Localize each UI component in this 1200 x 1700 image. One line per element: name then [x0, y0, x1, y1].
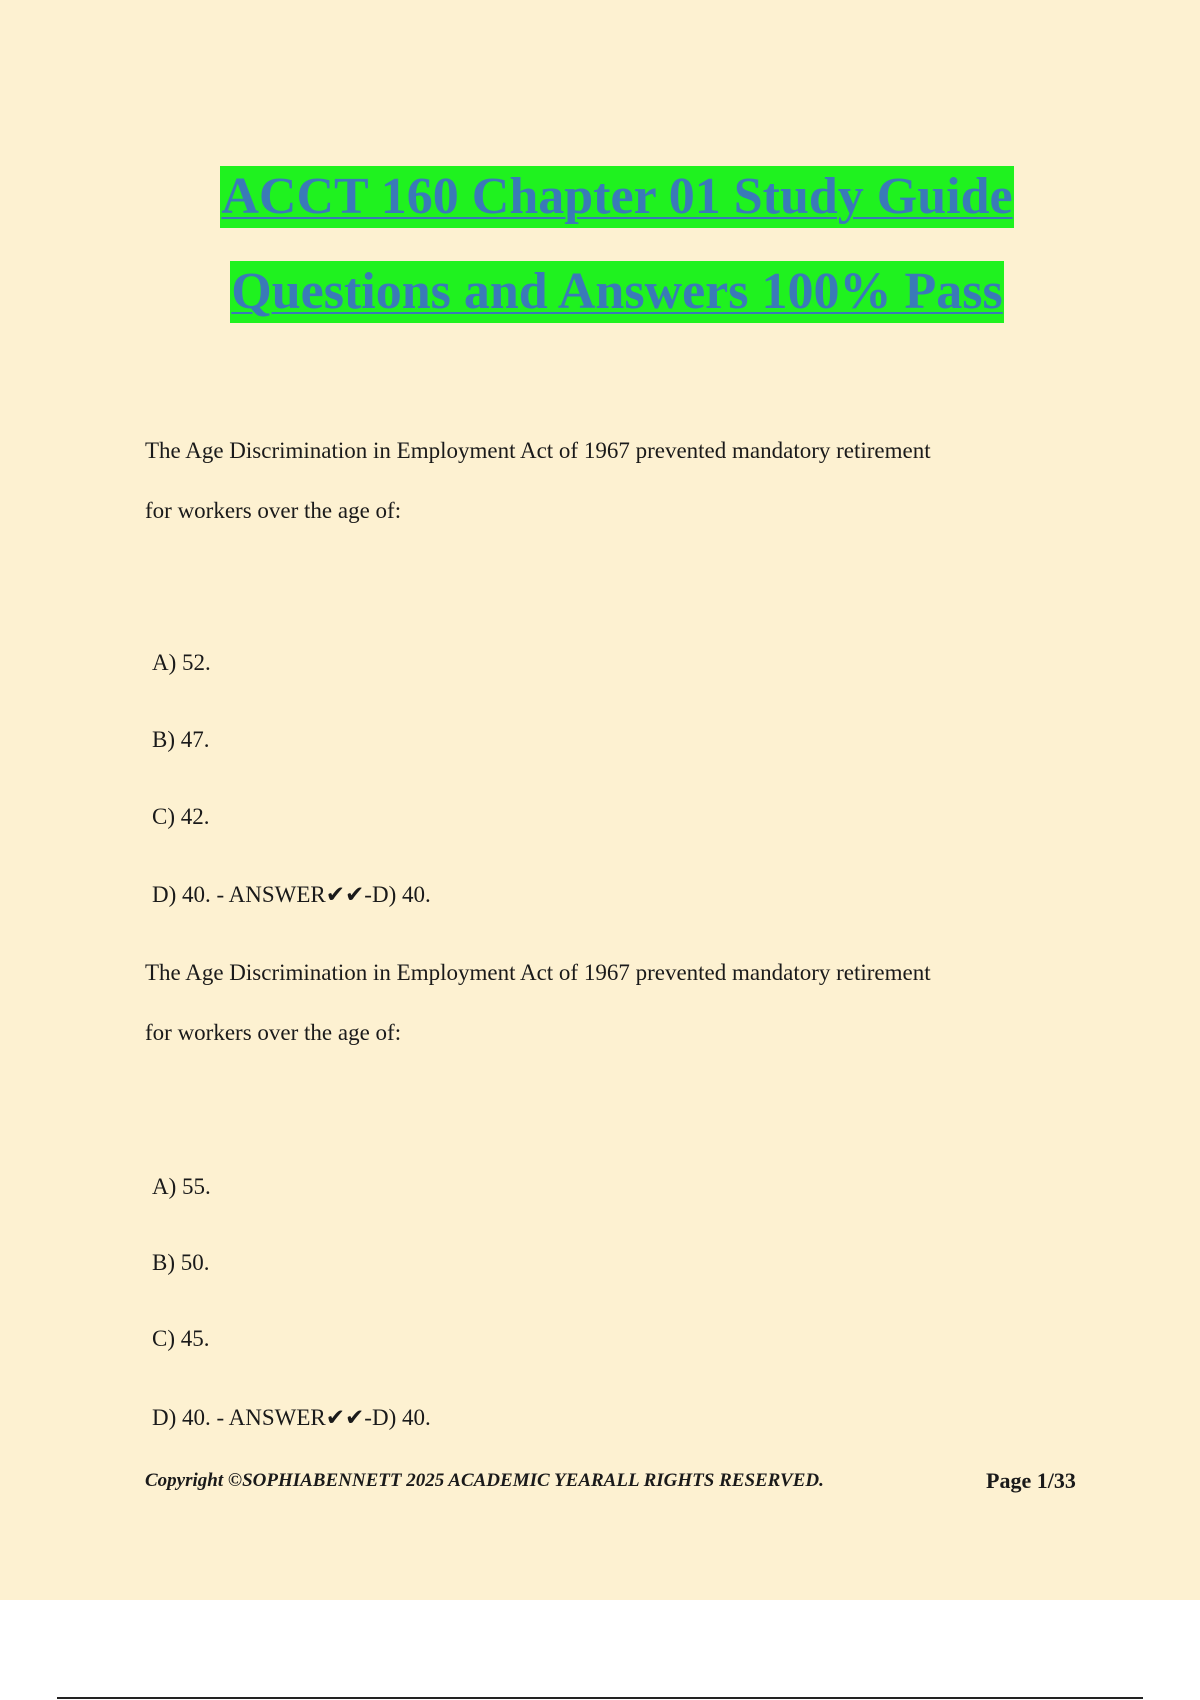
document-title — [0, 166, 1200, 323]
question-2-option-a: A) 55. — [152, 1174, 211, 1199]
title-line-2: Questions and Answers 100% Pass — [230, 261, 1003, 323]
question-2-option-d-answer: D) 40. - ANSWER✔✔-D) 40. — [152, 1405, 431, 1430]
question-2-text-line-2: for workers over the age of: — [145, 1020, 402, 1045]
copyright-notice: Copyright ©SOPHIABENNETT 2025 ACADEMIC YEARALL RIGHTS RESERVED. — [145, 1470, 824, 1491]
question-1-option-a: A) 52. — [152, 650, 211, 675]
question-1-option-b: B) 47. — [152, 727, 210, 752]
question-1-text-line-2: for workers over the age of: — [145, 498, 402, 523]
question-2-text-line-1: The Age Discrimination in Employment Act of 1967 prevented mandatory retirement — [145, 960, 931, 985]
question-2-option-c: C) 45. — [152, 1326, 210, 1351]
page-divider — [57, 1697, 1143, 1699]
page-number: Page 1/33 — [986, 1468, 1076, 1493]
question-1-option-c: C) 42. — [152, 804, 210, 829]
title-line-1: ACCT 160 Chapter 01 Study Guide — [220, 166, 1013, 228]
question-2-option-b: B) 50. — [152, 1250, 210, 1275]
question-1-option-d-answer: D) 40. - ANSWER✔✔-D) 40. — [152, 882, 431, 907]
question-1-text-line-1: The Age Discrimination in Employment Act of 1967 prevented mandatory retirement — [145, 438, 931, 463]
